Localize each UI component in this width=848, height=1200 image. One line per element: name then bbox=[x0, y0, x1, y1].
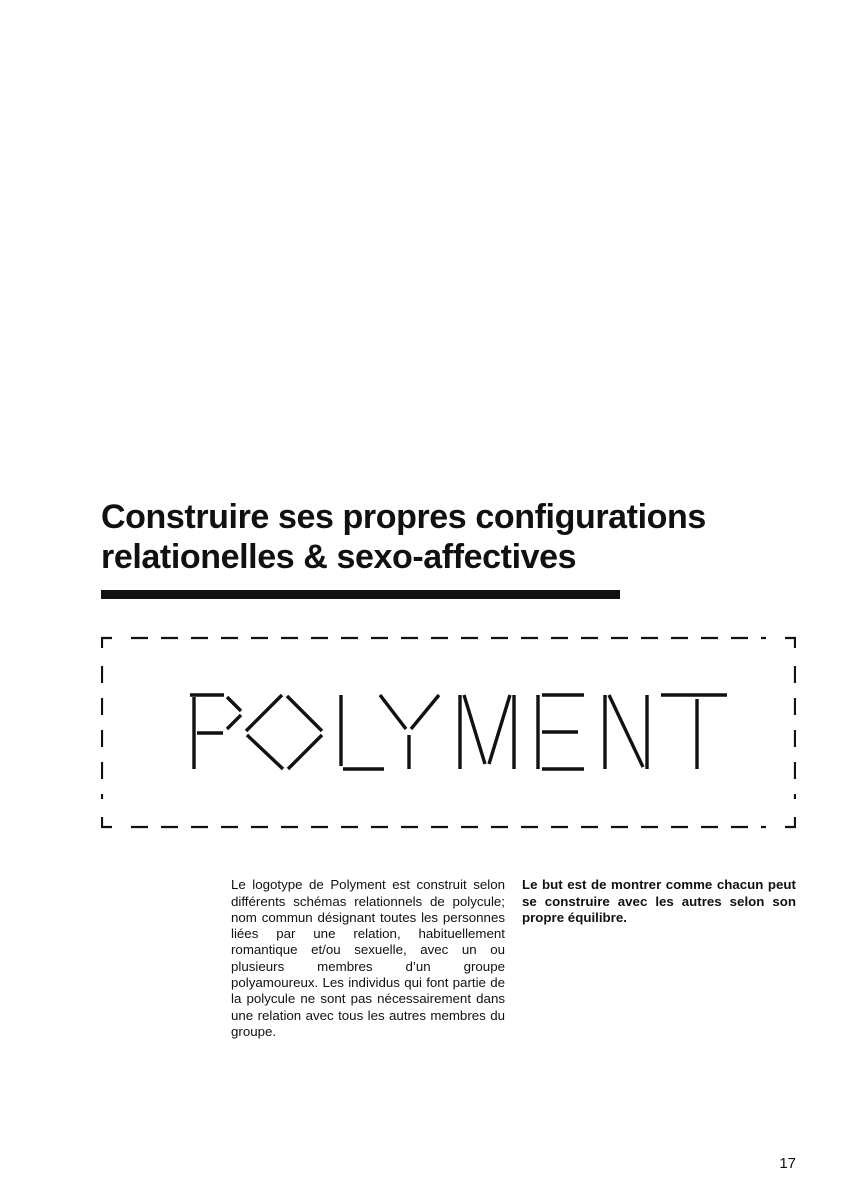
body-text-right: Le but est de montrer comme chacun peut se construire avec les autres selon son propre équilibre. bbox=[522, 877, 796, 925]
title-underline-bar bbox=[101, 590, 620, 599]
polyment-logotype-icon bbox=[101, 636, 796, 829]
logo-frame bbox=[101, 636, 796, 829]
page-number: 17 bbox=[779, 1155, 796, 1172]
logo-letterforms bbox=[190, 695, 727, 769]
body-text-left: Le logotype de Polyment est construit selon différents schémas relationnels de polycule; nom commun désignant toutes les personnes liées par une relation, habituellement romantique et/ou sexuelle, avec un ou plusieurs membres d’un groupe polyamoureux. Les individus qui font partie de la polycule ne sont pas nécessairement dans une relation avec tous les autres membres du groupe. bbox=[231, 877, 505, 1039]
page-title-line-2: relationelles & sexo-affectives bbox=[101, 538, 577, 576]
page-title bbox=[101, 497, 801, 577]
page-title-line-1: Construire ses propres configurations bbox=[101, 498, 706, 536]
